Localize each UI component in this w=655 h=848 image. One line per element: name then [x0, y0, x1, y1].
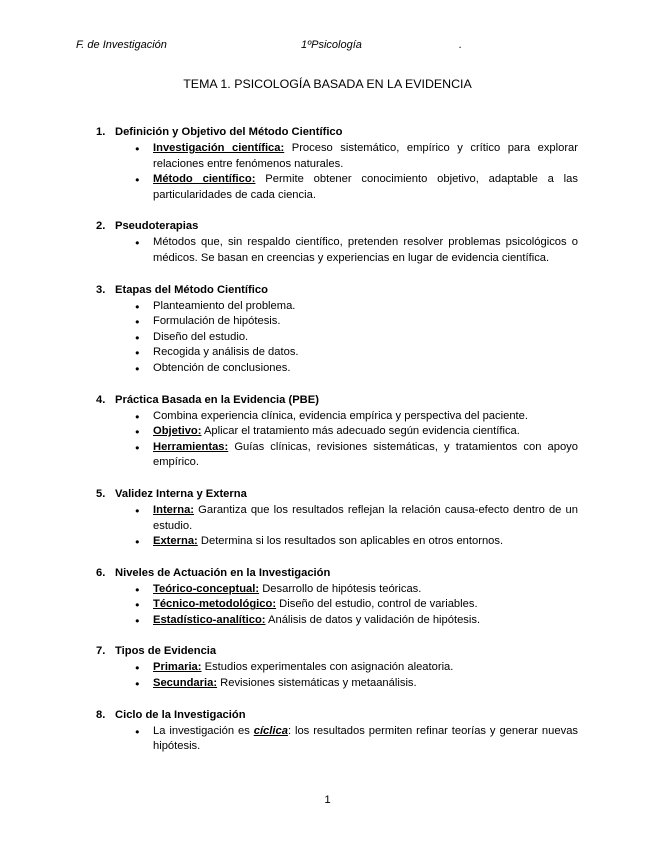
item-text: Proceso sistemático, empírico y crítico para explorar relaciones entre fenómenos naturales.	[153, 142, 579, 170]
document-title: TEMA 1. PSICOLOGÍA BASADA EN LA EVIDENCIA	[183, 77, 472, 91]
item-text: Planteamiento del problema.	[153, 299, 296, 312]
item-text: Recogida y análisis de datos.	[153, 346, 299, 359]
item-text: Diseño del estudio.	[153, 330, 249, 343]
item-text: Análisis de datos y validación de hipótesis.	[265, 613, 481, 626]
list-item	[76, 660, 578, 676]
header-dot: .	[459, 39, 463, 51]
term-label: Primaria:	[153, 661, 202, 674]
list-item	[76, 724, 578, 755]
section-number: 5.	[96, 487, 106, 500]
section-title: Etapas del Método Científico	[115, 283, 268, 296]
list-item	[76, 141, 578, 172]
section-title: Definición y Objetivo del Método Científico	[115, 126, 343, 138]
term-label: Investigación científica:	[153, 142, 285, 154]
list-item	[76, 534, 578, 550]
bullet-list	[76, 409, 578, 471]
list-item	[76, 330, 578, 346]
section-title: Validez Interna y Externa	[115, 487, 247, 500]
section-cycle	[76, 707, 578, 755]
item-text: Métodos que, sin respaldo científico, pretenden resolver problemas psicológicos o médicos. Se basan en creencias y experiencias en lugar de evidencia científica.	[153, 236, 578, 264]
bullet-list	[76, 299, 578, 377]
term-label: Objetivo:	[153, 425, 202, 438]
term-label: Método científico:	[153, 173, 256, 186]
term-label: Estadístico-analítico:	[153, 613, 266, 626]
list-item	[76, 597, 578, 613]
list-item	[76, 582, 578, 598]
section-number: 3.	[96, 283, 106, 296]
section-levels	[76, 565, 578, 629]
section-title: Pseudoterapias	[115, 220, 199, 233]
item-text: Garantiza que los resultados reflejan la relación causa-efecto dentro de un estudio.	[153, 503, 578, 532]
item-text: Obtención de conclusiones.	[153, 361, 291, 374]
term-label: Herramientas:	[153, 440, 229, 453]
bullet-list	[76, 724, 578, 755]
header-course: F. de Investigación	[76, 39, 167, 51]
section-title: Ciclo de la Investigación	[115, 708, 246, 721]
item-text: Desarrollo de hipótesis teóricas.	[259, 582, 422, 595]
section-number: 2.	[96, 220, 106, 233]
section-heading	[76, 124, 578, 141]
list-item	[76, 345, 578, 361]
item-text: Revisiones sistemáticas y metaanálisis.	[217, 677, 417, 690]
section-title: Niveles de Actuación en la Investigación	[115, 566, 331, 579]
term-label: Externa:	[153, 535, 198, 548]
list-item	[76, 613, 578, 629]
item-text-lead: La investigación es	[153, 724, 254, 737]
item-text: Determina si los resultados son aplicables en otros entornos.	[197, 535, 504, 548]
list-item	[76, 440, 578, 471]
list-item	[76, 314, 578, 330]
item-text: Diseño del estudio, control de variables.	[276, 598, 478, 611]
item-text: Permite obtener conocimiento objetivo, adaptable a las particularidades de cada ciencia.	[153, 173, 578, 201]
emphasis-term: cíclica	[253, 724, 288, 737]
section-pbe	[76, 392, 578, 471]
list-item	[76, 409, 578, 425]
section-number: 4.	[96, 393, 106, 406]
bullet-list	[76, 503, 578, 550]
section-number: 7.	[96, 645, 106, 658]
page-number: 1	[324, 794, 331, 806]
section-evidence-types	[76, 643, 578, 691]
section-number: 8.	[96, 708, 106, 721]
section-heading	[76, 486, 578, 503]
term-label: Teórico-conceptual:	[153, 582, 260, 595]
section-heading	[76, 282, 578, 299]
section-validity	[76, 486, 578, 550]
list-item	[76, 361, 578, 377]
item-text: Formulación de hipótesis.	[153, 315, 281, 328]
bullet-list	[76, 141, 578, 203]
term-label: Interna:	[153, 503, 195, 516]
section-heading	[76, 643, 578, 660]
list-item	[76, 172, 578, 203]
section-title: Práctica Basada en la Evidencia (PBE)	[115, 393, 319, 406]
list-item	[76, 424, 578, 440]
list-item	[76, 676, 578, 692]
bullet-list	[76, 582, 578, 629]
item-text: Aplicar el tratamiento más adecuado según evidencia científica.	[201, 425, 520, 438]
term-label: Secundaria:	[153, 677, 218, 690]
list-item	[76, 299, 578, 315]
bullet-list	[76, 235, 578, 266]
section-pseudotherapies	[76, 218, 578, 266]
section-heading	[76, 392, 578, 409]
document-body	[76, 124, 578, 770]
section-number: 6.	[96, 566, 106, 579]
list-item	[76, 235, 578, 266]
item-text: Combina experiencia clínica, evidencia empírica y perspectiva del paciente.	[153, 409, 528, 422]
item-text: : los resultados permiten refinar teorías y generar nuevas hipótesis.	[153, 724, 579, 753]
section-number: 1.	[96, 126, 106, 138]
page-header	[76, 39, 576, 53]
section-heading	[76, 565, 578, 582]
section-title: Tipos de Evidencia	[115, 645, 217, 658]
section-heading	[76, 218, 578, 235]
item-text: Estudios experimentales con asignación aleatoria.	[201, 661, 454, 674]
header-year: 1ºPsicología	[301, 39, 362, 51]
section-heading	[76, 707, 578, 724]
list-item	[76, 503, 578, 534]
item-text: Guías clínicas, revisiones sistemáticas, y tratamientos con apoyo empírico.	[153, 440, 578, 469]
bullet-list	[76, 660, 578, 691]
section-stages	[76, 282, 578, 377]
section-definition	[76, 124, 578, 203]
term-label: Técnico-metodológico:	[153, 598, 277, 611]
